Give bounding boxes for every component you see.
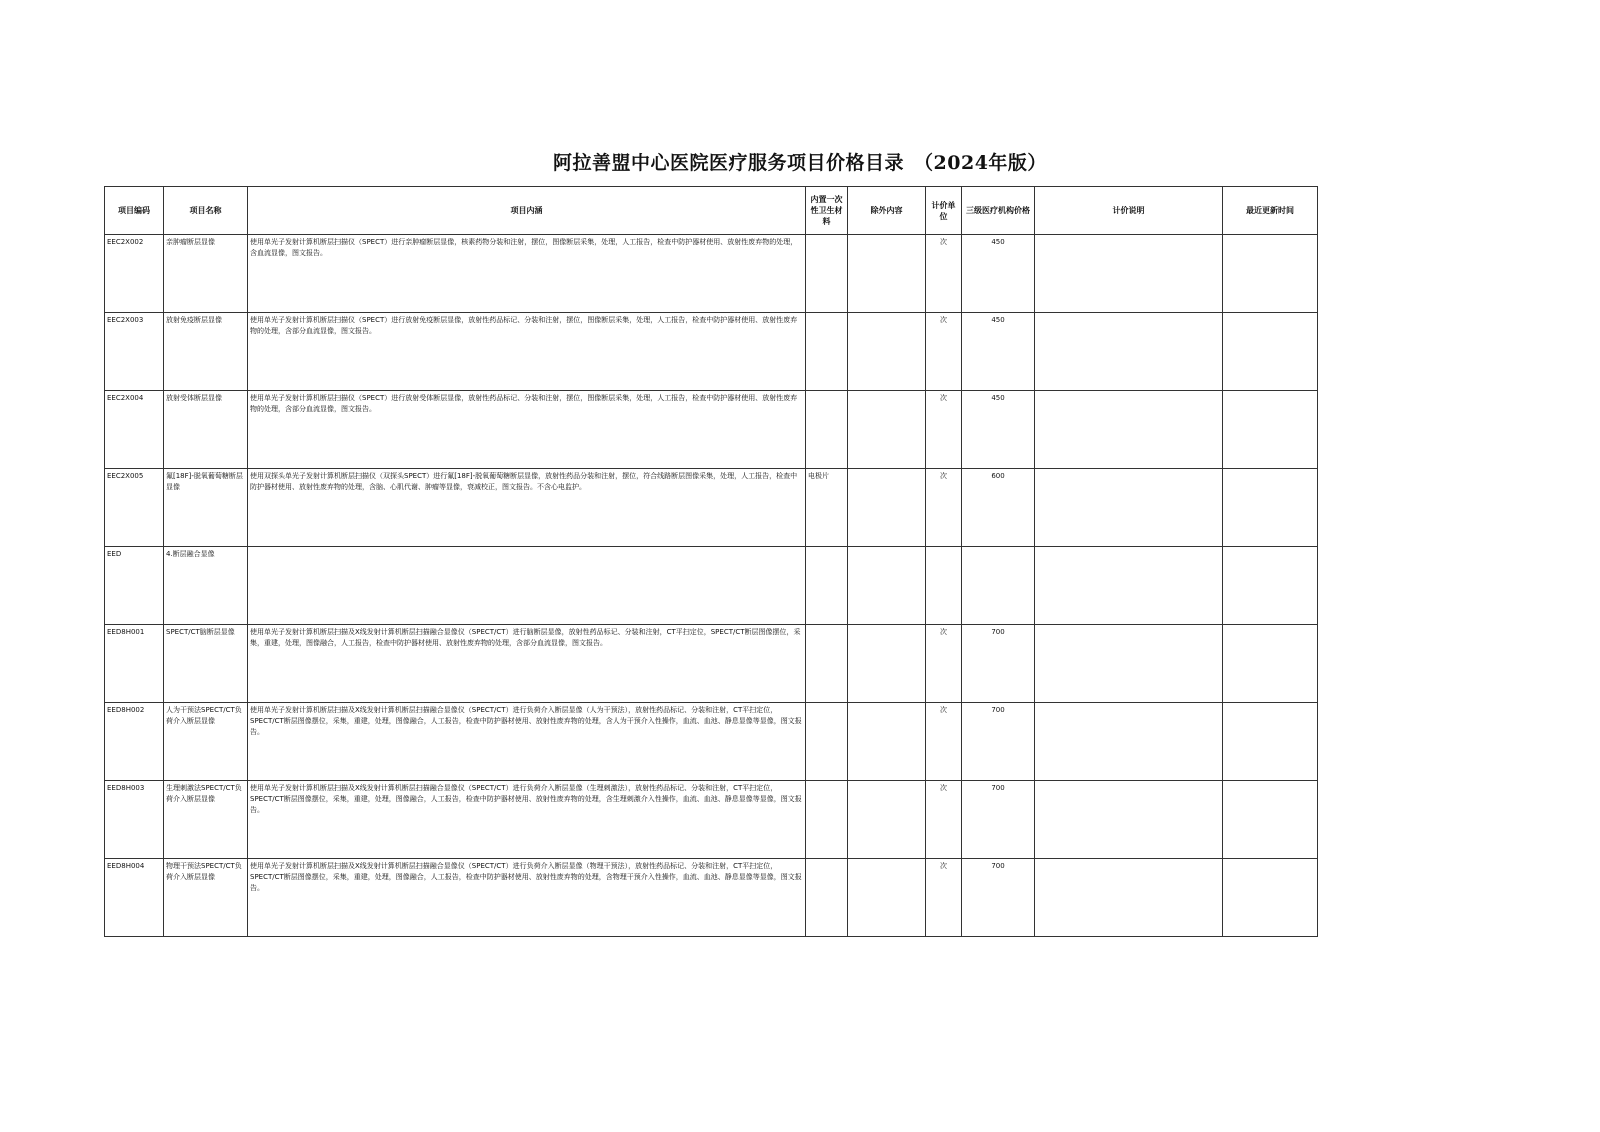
cell-note (1035, 391, 1223, 469)
cell-name: 物理干预法SPECT/CT负荷介入断层显像 (164, 859, 248, 937)
table-row (105, 859, 1318, 937)
cell-material (806, 313, 848, 391)
table-row (105, 781, 1318, 859)
cell-content: 使用单光子发射计算机断层扫描及X线发射计算机断层扫描融合显像仪（SPECT/CT）进行负荷介入断层显像（物理干预法），放射性药品标记、分装和注射，CT平扫定位，SPECT/CT断层图像摆位，采集，重建，处理，图像融合，人工报告，检查中防护器材使用、放射性废弃物的处理，含物理干预介入性操作，血流、血池、静息显像等显像，图文报告。 (248, 859, 806, 937)
header-name: 项目名称 (164, 187, 248, 235)
cell-exclusion (848, 547, 926, 625)
cell-content: 使用单光子发射计算机断层扫描及X线发射计算机断层扫描融合显像仪（SPECT/CT）进行负荷介入断层显像（生理刺激法），放射性药品标记、分装和注射，CT平扫定位，SPECT/CT断层图像摆位，采集，重建，处理，图像融合，人工报告，检查中防护器材使用、放射性废弃物的处理，含生理刺激介入性操作，血流、血池、静息显像等显像，图文报告。 (248, 781, 806, 859)
cell-name: 放射免疫断层显像 (164, 313, 248, 391)
table-row (105, 547, 1318, 625)
cell-material (806, 547, 848, 625)
cell-price: 450 (962, 235, 1035, 313)
cell-updated (1223, 235, 1318, 313)
cell-code: EED8H003 (105, 781, 164, 859)
header-unit: 计价单位 (926, 187, 962, 235)
header-updated: 最近更新时间 (1223, 187, 1318, 235)
cell-name: 氟[18F]-脱氧葡萄糖断层显像 (164, 469, 248, 547)
cell-unit: 次 (926, 859, 962, 937)
table-row (105, 469, 1318, 547)
cell-exclusion (848, 391, 926, 469)
cell-code: EED8H001 (105, 625, 164, 703)
cell-code: EED8H002 (105, 703, 164, 781)
cell-content: 使用双探头单光子发射计算机断层扫描仪（双探头SPECT）进行氟[18F]-脱氧葡萄糖断层显像，放射性药品分装和注射，摆位，符合线路断层图像采集，处理，人工报告，检查中防护器材使用、放射性废弃物的处理，含脑、心肌代谢、肿瘤等显像，衰减校正，图文报告。不含心电监护。 (248, 469, 806, 547)
cell-note (1035, 235, 1223, 313)
cell-code: EEC2X004 (105, 391, 164, 469)
cell-price (962, 547, 1035, 625)
cell-updated (1223, 859, 1318, 937)
cell-material (806, 703, 848, 781)
cell-code: EED (105, 547, 164, 625)
cell-exclusion (848, 625, 926, 703)
cell-content: 使用单光子发射计算机断层扫描仪（SPECT）进行放射免疫断层显像，放射性药品标记、分装和注射，摆位，图像断层采集，处理，人工报告，检查中防护器材使用、放射性废弃物的处理，含部分血流显像，图文报告。 (248, 313, 806, 391)
cell-note (1035, 625, 1223, 703)
cell-note (1035, 859, 1223, 937)
cell-price: 450 (962, 313, 1035, 391)
cell-content: 使用单光子发射计算机断层扫描仪（SPECT）进行亲肿瘤断层显像，核素药物分装和注射，摆位，图像断层采集，处理，人工报告，检查中防护器材使用、放射性废弃物的处理，含血流显像，图文报告。 (248, 235, 806, 313)
cell-updated (1223, 313, 1318, 391)
cell-material (806, 391, 848, 469)
page-title: 阿拉善盟中心医院医疗服务项目价格目录 （2024年版） (553, 152, 1047, 174)
cell-price: 450 (962, 391, 1035, 469)
cell-note (1035, 313, 1223, 391)
price-table (104, 186, 1318, 937)
table-row (105, 625, 1318, 703)
table-row (105, 313, 1318, 391)
cell-name: 放射受体断层显像 (164, 391, 248, 469)
cell-code: EEC2X005 (105, 469, 164, 547)
cell-exclusion (848, 859, 926, 937)
cell-note (1035, 469, 1223, 547)
cell-unit: 次 (926, 625, 962, 703)
cell-note (1035, 781, 1223, 859)
cell-exclusion (848, 235, 926, 313)
header-code: 项目编码 (105, 187, 164, 235)
cell-name: 4.断层融合显像 (164, 547, 248, 625)
cell-content: 使用单光子发射计算机断层扫描及X线发射计算机断层扫描融合显像仪（SPECT/CT）进行负荷介入断层显像（人为干预法），放射性药品标记、分装和注射，CT平扫定位，SPECT/CT断层图像摆位，采集，重建，处理，图像融合，人工报告，检查中防护器材使用、放射性废弃物的处理，含人为干预介入性操作，血流、血池、静息显像等显像，图文报告。 (248, 703, 806, 781)
header-row (105, 187, 1318, 235)
cell-price: 700 (962, 703, 1035, 781)
cell-material (806, 859, 848, 937)
header-price: 三级医疗机构价格 (962, 187, 1035, 235)
cell-exclusion (848, 469, 926, 547)
cell-updated (1223, 469, 1318, 547)
cell-unit: 次 (926, 313, 962, 391)
cell-code: EED8H004 (105, 859, 164, 937)
header-material: 内置一次性卫生材料 (806, 187, 848, 235)
cell-content: 使用单光子发射计算机断层扫描及X线发射计算机断层扫描融合显像仪（SPECT/CT）进行脑断层显像，放射性药品标记、分装和注射，CT平扫定位，SPECT/CT断层图像摆位，采集，重建，处理，图像融合，人工报告，检查中防护器材使用、放射性废弃物的处理，含部分血流显像，图文报告。 (248, 625, 806, 703)
cell-unit (926, 547, 962, 625)
cell-unit: 次 (926, 781, 962, 859)
header-content: 项目内涵 (248, 187, 806, 235)
cell-code: EEC2X003 (105, 313, 164, 391)
cell-content: 使用单光子发射计算机断层扫描仪（SPECT）进行放射受体断层显像，放射性药品标记、分装和注射，摆位，图像断层采集，处理，人工报告，检查中防护器材使用、放射性废弃物的处理，含部分血流显像，图文报告。 (248, 391, 806, 469)
cell-name: 人为干预法SPECT/CT负荷介入断层显像 (164, 703, 248, 781)
header-exclusion: 除外内容 (848, 187, 926, 235)
cell-updated (1223, 781, 1318, 859)
cell-name: 生理刺激法SPECT/CT负荷介入断层显像 (164, 781, 248, 859)
cell-unit: 次 (926, 235, 962, 313)
cell-material (806, 625, 848, 703)
header-note: 计价说明 (1035, 187, 1223, 235)
cell-updated (1223, 703, 1318, 781)
cell-code: EEC2X002 (105, 235, 164, 313)
cell-price: 600 (962, 469, 1035, 547)
cell-name: SPECT/CT脑断层显像 (164, 625, 248, 703)
table-row (105, 703, 1318, 781)
cell-price: 700 (962, 781, 1035, 859)
cell-updated (1223, 547, 1318, 625)
cell-price: 700 (962, 859, 1035, 937)
cell-updated (1223, 625, 1318, 703)
table-row (105, 391, 1318, 469)
cell-unit: 次 (926, 469, 962, 547)
cell-note (1035, 547, 1223, 625)
cell-exclusion (848, 313, 926, 391)
cell-material (806, 235, 848, 313)
cell-exclusion (848, 703, 926, 781)
cell-unit: 次 (926, 703, 962, 781)
cell-material (806, 781, 848, 859)
cell-price: 700 (962, 625, 1035, 703)
cell-updated (1223, 391, 1318, 469)
cell-exclusion (848, 781, 926, 859)
cell-content (248, 547, 806, 625)
cell-note (1035, 703, 1223, 781)
table-row (105, 235, 1318, 313)
cell-name: 亲肿瘤断层显像 (164, 235, 248, 313)
cell-unit: 次 (926, 391, 962, 469)
cell-material: 电极片 (806, 469, 848, 547)
